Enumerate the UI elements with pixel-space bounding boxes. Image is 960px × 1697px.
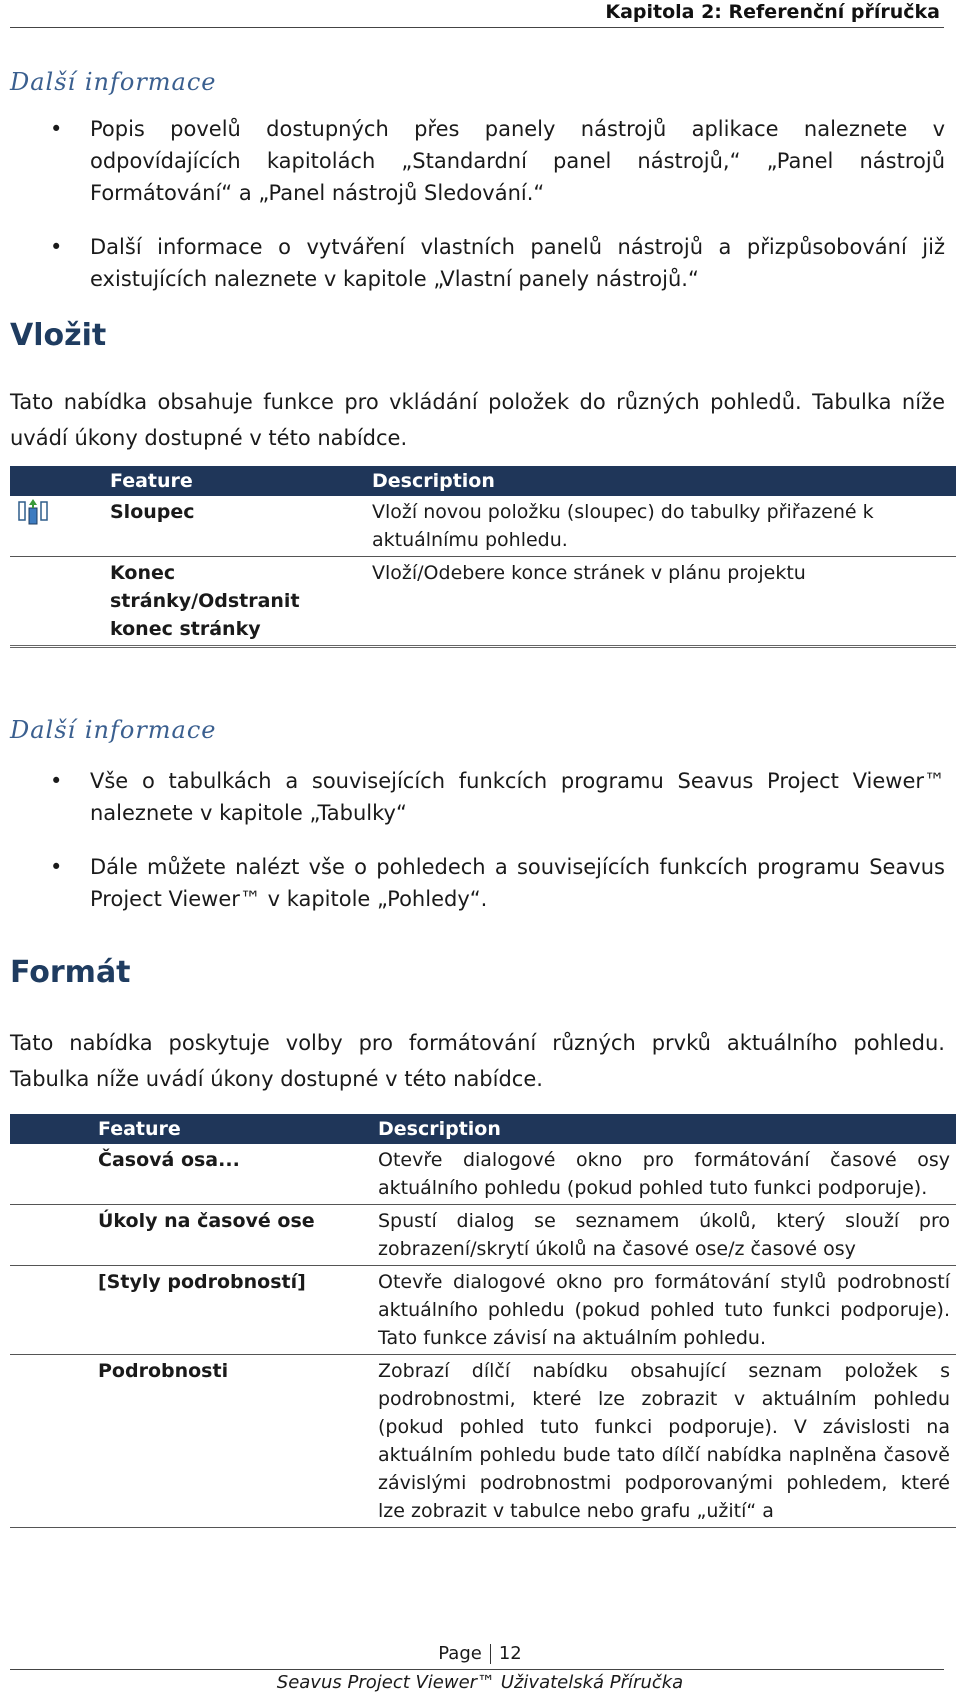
feature-cell: Konec stránky/Odstranit konec stránky (110, 562, 300, 640)
insert-feature-table (10, 466, 956, 648)
insert-intro: Tato nabídka obsahuje funkce pro vkládání položek do různých pohledů. Tabulka níže uvádí úkony dostupné v této nabídce. (10, 390, 945, 450)
table-row (10, 1355, 956, 1528)
section-heading-info-2: Další informace (10, 716, 217, 744)
format-intro: Tato nabídka poskytuje volby pro formátování různých prvků aktuálního pohledu. Tabulka níže uvádí úkony dostupné v této nabídce. (10, 1031, 945, 1091)
page-label: Page (438, 1643, 482, 1664)
column-header-description: Description (372, 470, 495, 492)
table-row (10, 1266, 956, 1355)
feature-cell: Časová osa... (98, 1149, 240, 1171)
info-list-2 (0, 765, 960, 937)
section-heading-insert: Vložit (10, 318, 107, 353)
table-row (10, 557, 956, 647)
feature-cell: Podrobnosti (98, 1360, 229, 1382)
page-number (0, 1643, 960, 1664)
list-item: • Vše o tabulkách a souvisejících funkcích programu Seavus Project Viewer™ naleznete v kapitole „Tabulky“ (0, 765, 960, 829)
footer-title: Seavus Project Viewer™ Uživatelská Příručka (276, 1672, 684, 1693)
format-feature-table (10, 1114, 956, 1528)
section-heading-info-1: Další informace (10, 68, 217, 96)
description-cell: Spustí dialog se seznamem úkolů, který slouží pro zobrazení/skrytí úkolů na časové ose/z časové osy (378, 1210, 950, 1260)
feature-cell: Úkoly na časové ose (98, 1210, 315, 1232)
list-item: • Dále můžete nalézt vše o pohledech a souvisejících funkcích programu Seavus Project Viewer™ v kapitole „Pohledy“. (0, 851, 960, 915)
table-row (10, 1144, 956, 1205)
description-cell: Vloží/Odebere konce stránek v plánu projektu (372, 562, 806, 584)
column-header-feature: Feature (98, 1118, 181, 1140)
list-item: • Další informace o vytváření vlastních panelů nástrojů a přizpůsobování již existujících naleznete v kapitole „Vlastní panely nástrojů.“ (0, 231, 960, 295)
column-header-description: Description (378, 1118, 501, 1140)
page-header (10, 0, 944, 28)
description-cell: Otevře dialogové okno pro formátování stylů podrobností aktuálního pohledu (pokud pohled tuto funkci podporuje). Tato funkce závisí na aktuálním pohledu. (378, 1271, 950, 1349)
table-row (10, 1205, 956, 1266)
table-header-row (10, 1114, 956, 1144)
description-cell: Zobrazí dílčí nabídku obsahující seznam položek s podrobnostmi, které lze zobrazit v aktuálním pohledu (pokud pohled tuto funkci podporuje). V závislosti na aktuálním pohledu bude tato dílčí nabídka naplněna časově závislými podrobnostmi podporovanými pohledem, které lze zobrazit v tabulce nebo grafu „užití“ a (378, 1360, 950, 1522)
table-row (10, 496, 956, 557)
table-header-row (10, 466, 956, 496)
page-number-value: 12 (498, 1643, 522, 1664)
page-separator (490, 1644, 491, 1664)
section-heading-format: Formát (10, 955, 131, 990)
feature-cell: [Styly podrobností] (98, 1271, 306, 1293)
column-header-feature: Feature (110, 470, 193, 492)
insert-column-icon (18, 509, 48, 531)
info-list-1 (0, 113, 960, 317)
description-cell: Otevře dialogové okno pro formátování časové osy aktuálního pohledu (pokud pohled tuto funkci podporuje). (378, 1149, 950, 1199)
feature-cell: Sloupec (110, 501, 195, 523)
chapter-title: Kapitola 2: Referenční příručka (605, 1, 940, 23)
footer-divider (10, 1669, 944, 1670)
description-cell: Vloží novou položku (sloupec) do tabulky přiřazené k aktuálnímu pohledu. (372, 501, 874, 551)
list-item: • Popis povelů dostupných přes panely nástrojů aplikace naleznete v odpovídajících kapitolách „Standardní panel nástrojů,“ „Panel nástrojů Formátování“ a „Panel nástrojů Sledování.“ (0, 113, 960, 209)
